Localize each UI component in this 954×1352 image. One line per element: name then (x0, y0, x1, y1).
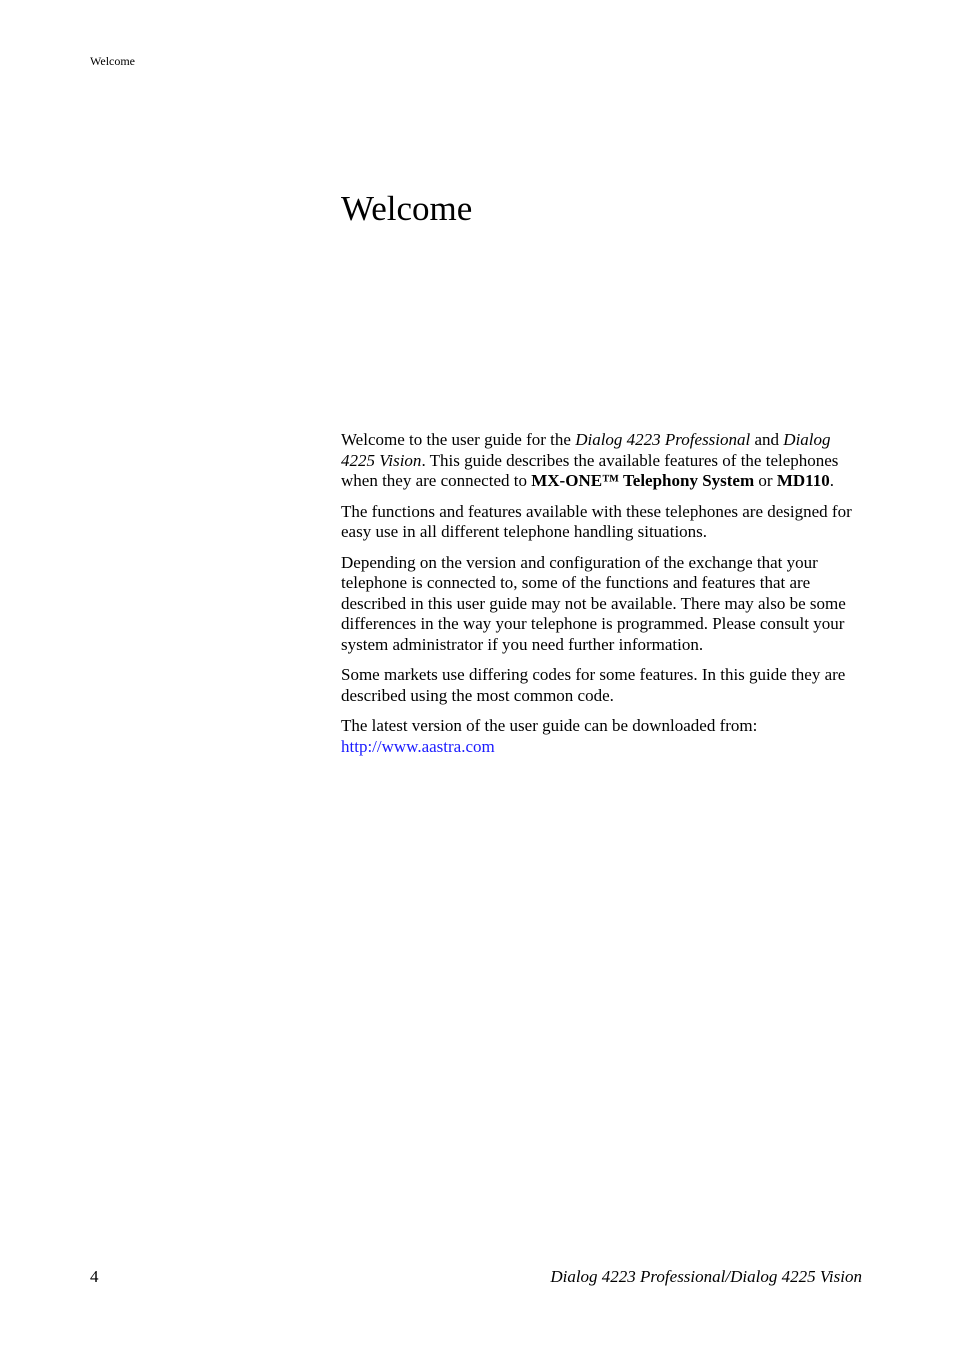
body-text (341, 430, 866, 767)
aastra-link[interactable]: http://www.aastra.com (341, 736, 495, 756)
intro-text-3: . This guide describes the available features of the telephones when they are connected to (341, 450, 839, 490)
intro-text-4: or (754, 471, 777, 490)
system-name-1: MX-ONE™ Telephony System (531, 471, 755, 490)
page-number: 4 (90, 1267, 99, 1286)
intro-text-5: . (829, 471, 834, 490)
footer-doc-title: Dialog 4223 Professional/Dialog 4225 Vision (550, 1267, 862, 1286)
product-name-2: Dialog 4225 Vision (341, 430, 831, 470)
page-title: Welcome (341, 189, 473, 228)
download-text: The latest version of the user guide can be downloaded from: (341, 716, 758, 735)
codes-paragraph: Some markets use differing codes for some features. In this guide they are described using the most common code. (341, 665, 846, 705)
configuration-paragraph: Depending on the version and configuration of the exchange that your telephone is connected to, some of the functions and features that are described in this user guide may not be available. There may also be some differences in the way your telephone is programmed. Please consult your system administrator if you need further information. (341, 552, 846, 654)
system-name-2: MD110 (776, 471, 830, 490)
running-head: Welcome (90, 54, 136, 68)
intro-paragraph (341, 430, 866, 492)
functions-paragraph: The functions and features available with these telephones are designed for easy use in all different telephone handling situations. (341, 501, 852, 541)
intro-text-2: and (750, 430, 784, 449)
download-paragraph (341, 716, 866, 757)
intro-text-1: Welcome to the user guide for the (341, 430, 576, 449)
product-name-1: Dialog 4223 Professional (575, 430, 751, 449)
